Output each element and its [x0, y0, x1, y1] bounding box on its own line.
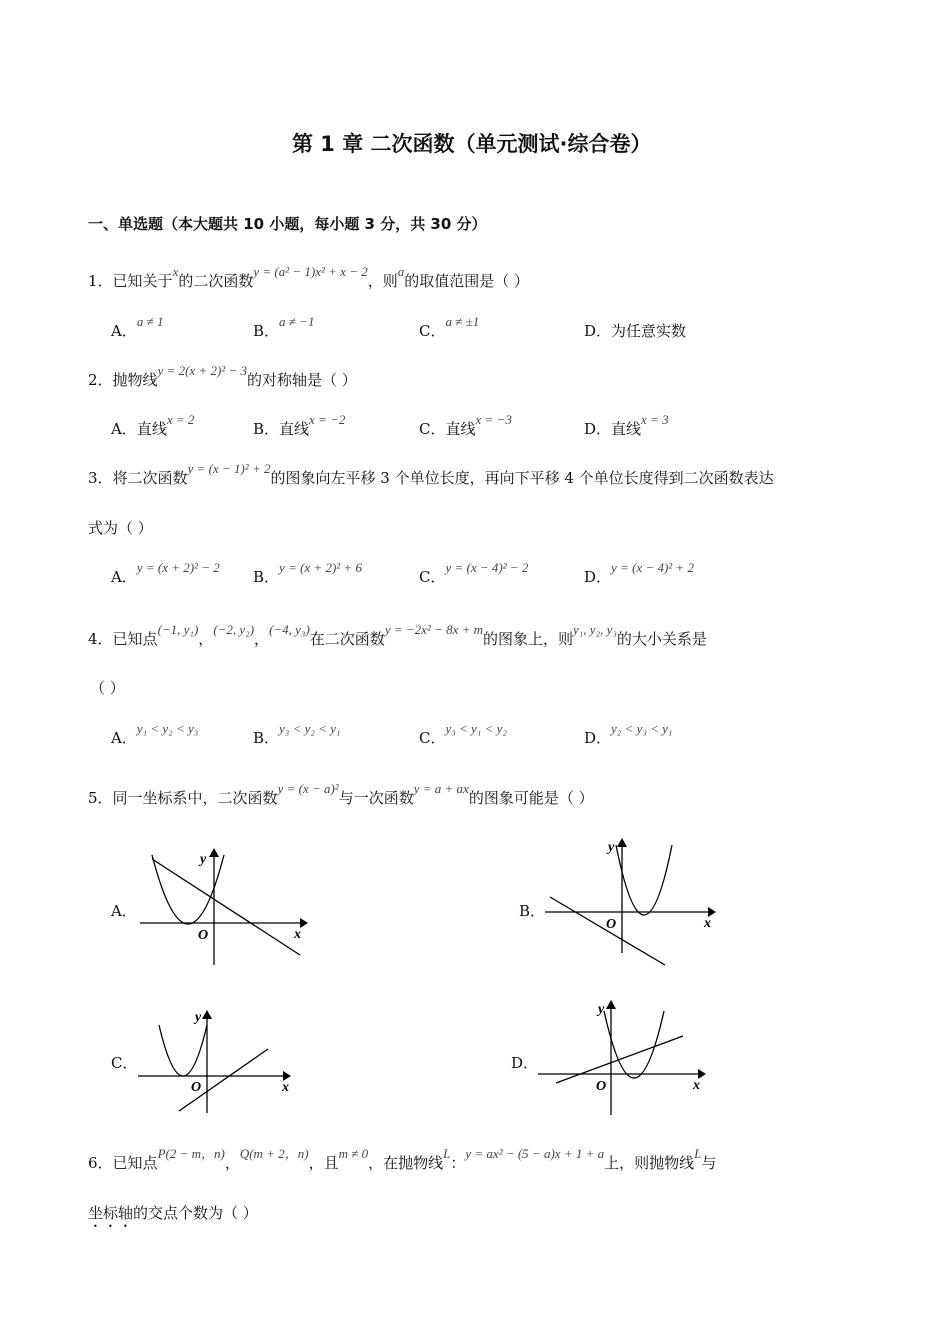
y-label: y [200, 852, 207, 867]
question-4: 4．已知点(−1, y₁)，(−2, y₂)，(−4, y₃)在二次函数y = −2x² − 8x + m的图象上，则y₁, y₂, y₃的大小关系是 [88, 622, 707, 648]
origin-label: O [606, 917, 617, 932]
graph-d [538, 995, 713, 1120]
section-heading: 一、单选题（本大题共 10 小题，每小题 3 分，共 30 分） [88, 215, 487, 233]
q1-option-a: A．a ≠ 1 [111, 314, 164, 340]
x-label: x [693, 1078, 700, 1093]
x-label: x [294, 927, 301, 942]
line [556, 1036, 683, 1083]
q2-option-c: C．直线x = −3 [419, 412, 512, 438]
q3-option-a: A．y = (x + 2)² − 2 [111, 560, 220, 586]
question-3-cont: 式为（ ） [88, 519, 153, 537]
question-5: 5．同一坐标系中，二次函数y = (x − a)²与一次函数y = a + ax的图象可能是（ ） [88, 781, 594, 807]
q3-option-d: D．y = (x − 4)² + 2 [584, 560, 694, 586]
q2-option-d: D．直线x = 3 [584, 412, 669, 438]
line [152, 859, 300, 955]
y-label: y [608, 840, 615, 855]
q1-option-b: B．a ≠ −1 [253, 314, 315, 340]
question-6-cont: 坐标轴的交点个数为（ ） [88, 1204, 258, 1222]
graph-b [540, 835, 720, 970]
q2-option-a: A．直线x = 2 [111, 412, 195, 438]
y-axis-arrow [606, 1000, 616, 1009]
parabola [159, 1025, 207, 1076]
y-axis-arrow [617, 838, 627, 847]
x-axis-arrow [300, 918, 308, 928]
parabola [616, 845, 672, 915]
graph-a-label: A． [111, 902, 137, 920]
question-2: 2．抛物线y = 2(x + 2)² − 3的对称轴是（ ） [88, 363, 357, 389]
q4-formula: y = −2x² − 8x + m [384, 622, 483, 637]
y-label: y [195, 1010, 202, 1025]
question-6: 6．已知点P(2 − m，n)，Q(m + 2，n)，且m ≠ 0，在抛物线L：y = ax² − (5 − a)x + 1 + a上，则抛物线L与 [88, 1146, 717, 1172]
q1-option-d: D．为任意实数 [584, 322, 687, 340]
q4-option-c: C．y₃ < y₁ < y₂ [419, 721, 507, 747]
q2-formula: y = 2(x + 2)² − 3 [157, 363, 247, 378]
q3-option-c: C．y = (x − 4)² − 2 [419, 560, 529, 586]
question-4-cont: （ ） [90, 679, 125, 697]
parabola [604, 1011, 664, 1078]
q1-option-c: C．a ≠ ±1 [419, 314, 480, 340]
q2-option-b: B．直线x = −2 [253, 412, 346, 438]
x-label: x [282, 1080, 289, 1095]
question-1: 1．已知关于x的二次函数y = (a² − 1)x² + x − 2，则a的取值范围是（ ） [88, 264, 530, 290]
graph-a [130, 845, 310, 970]
q1-formula: y = (a² − 1)x² + x − 2 [253, 264, 368, 279]
origin-label: O [198, 928, 209, 943]
origin-label: O [596, 1079, 607, 1094]
q5-formula-2: y = a + ax [413, 781, 469, 796]
q4-option-a: A．y₁ < y₂ < y₃ [111, 721, 199, 747]
y-axis-arrow [202, 1010, 212, 1019]
graph-b-label: B． [519, 902, 546, 920]
q5-formula-1: y = (x − a)² [277, 781, 339, 796]
question-3: 3．将二次函数y = (x − 1)² + 2的图象向左平移 3 个单位长度，再向下平移 4 个单位长度得到二次函数表达 [88, 461, 774, 487]
q4-option-b: B．y₃ < y₂ < y₁ [253, 721, 341, 747]
page-title: 第 1 章 二次函数（单元测试·综合卷） [292, 132, 652, 156]
graph-d-label: D． [511, 1054, 539, 1072]
y-axis-arrow [209, 848, 219, 857]
y-label: y [598, 1002, 605, 1017]
q3-formula: y = (x − 1)² + 2 [187, 461, 271, 476]
q3-option-b: B．y = (x + 2)² + 6 [253, 560, 362, 586]
x-label: x [704, 916, 711, 931]
emphasized-text: 坐标轴 [88, 1204, 134, 1222]
graph-c [135, 1005, 300, 1120]
q6-formula: y = ax² − (5 − a)x + 1 + a [465, 1146, 605, 1161]
q4-option-d: D．y₂ < y₃ < y₁ [584, 721, 673, 747]
graph-c-label: C． [111, 1054, 138, 1072]
origin-label: O [191, 1080, 202, 1095]
